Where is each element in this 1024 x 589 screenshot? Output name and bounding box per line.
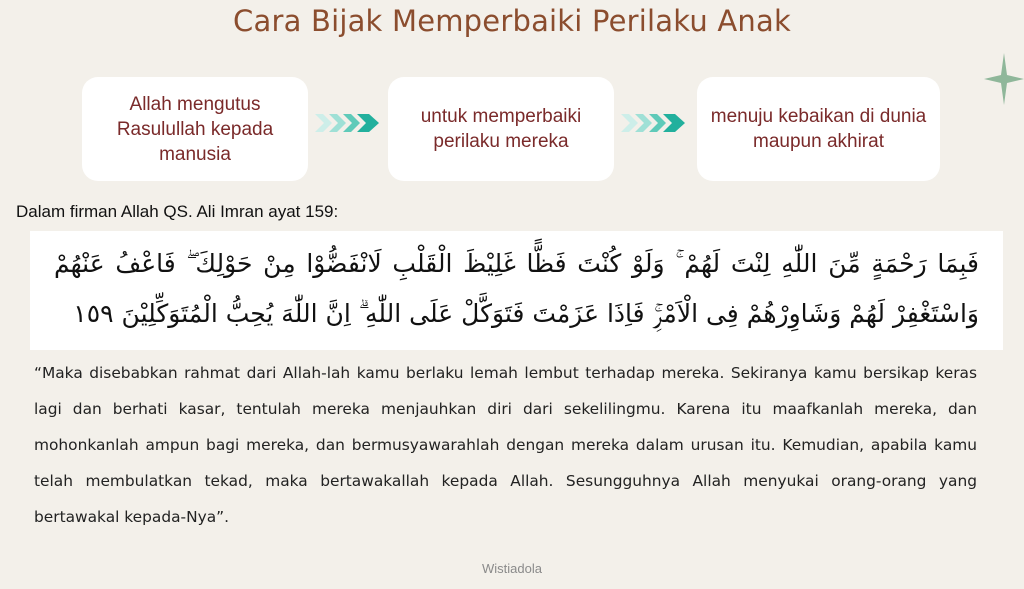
verse-intro: Dalam firman Allah QS. Ali Imran ayat 159: <box>16 202 339 221</box>
flow-step-3-text: menuju kebaikan di dunia maupun akhirat <box>710 106 927 152</box>
flow-step-2-text: untuk memperbaiki perilaku mereka <box>420 106 582 152</box>
footer-credit: Wistiadola <box>482 561 542 576</box>
chevron-arrows-icon <box>315 111 381 135</box>
flow-step-1 <box>82 77 308 181</box>
chevron-arrows-icon <box>621 111 687 135</box>
star-icon <box>984 53 1024 105</box>
arabic-verse-box <box>30 231 1003 350</box>
flow-step-3 <box>697 77 940 181</box>
page-title: Cara Bijak Memperbaiki Perilaku Anak <box>233 4 791 38</box>
flow-step-2 <box>388 77 614 181</box>
verse-translation: “Maka disebabkan rahmat dari Allah-lah kamu berlaku lemah lembut terhadap mereka. Sekiranya kamu bersikap keras lagi dan berhati kasar, tentulah mereka menjauhkan diri dari sekelilingmu. Karena itu maafkanlah mereka, dan mohonkanlah ampun bagi mereka, dan bermusyawarahlah dengan mereka dalam urusan itu. Kemudian, apabila kamu telah membulatkan tekad, maka bertawakallah kepada Allah. Sesungguhnya Allah menyukai orang-orang yang bertawakal kepada-Nya”. <box>34 364 977 526</box>
flow-step-1-text: Allah mengutus Rasulullah kepada manusia <box>116 93 274 165</box>
arabic-verse: فَبِمَا رَحْمَةٍ مِّنَ اللّٰهِ لِنْتَ لَهُمْ ۚ وَلَوْ كُنْتَ فَظًّا غَلِيْظَ الْقَلْبِ لَانْفَضُّوْا مِنْ حَوْلِكَ ۖ فَاعْفُ عَنْهُمْ وَاسْتَغْفِرْ لَهُمْ وَشَاوِرْهُمْ فِى الْاَمْرِۚ فَاِذَا عَزَمْتَ فَتَوَكَّلْ عَلَى اللّٰهِ ۗ اِنَّ اللّٰهَ يُحِبُّ الْمُتَوَكِّلِيْنَ ١٥٩ <box>54 249 979 328</box>
